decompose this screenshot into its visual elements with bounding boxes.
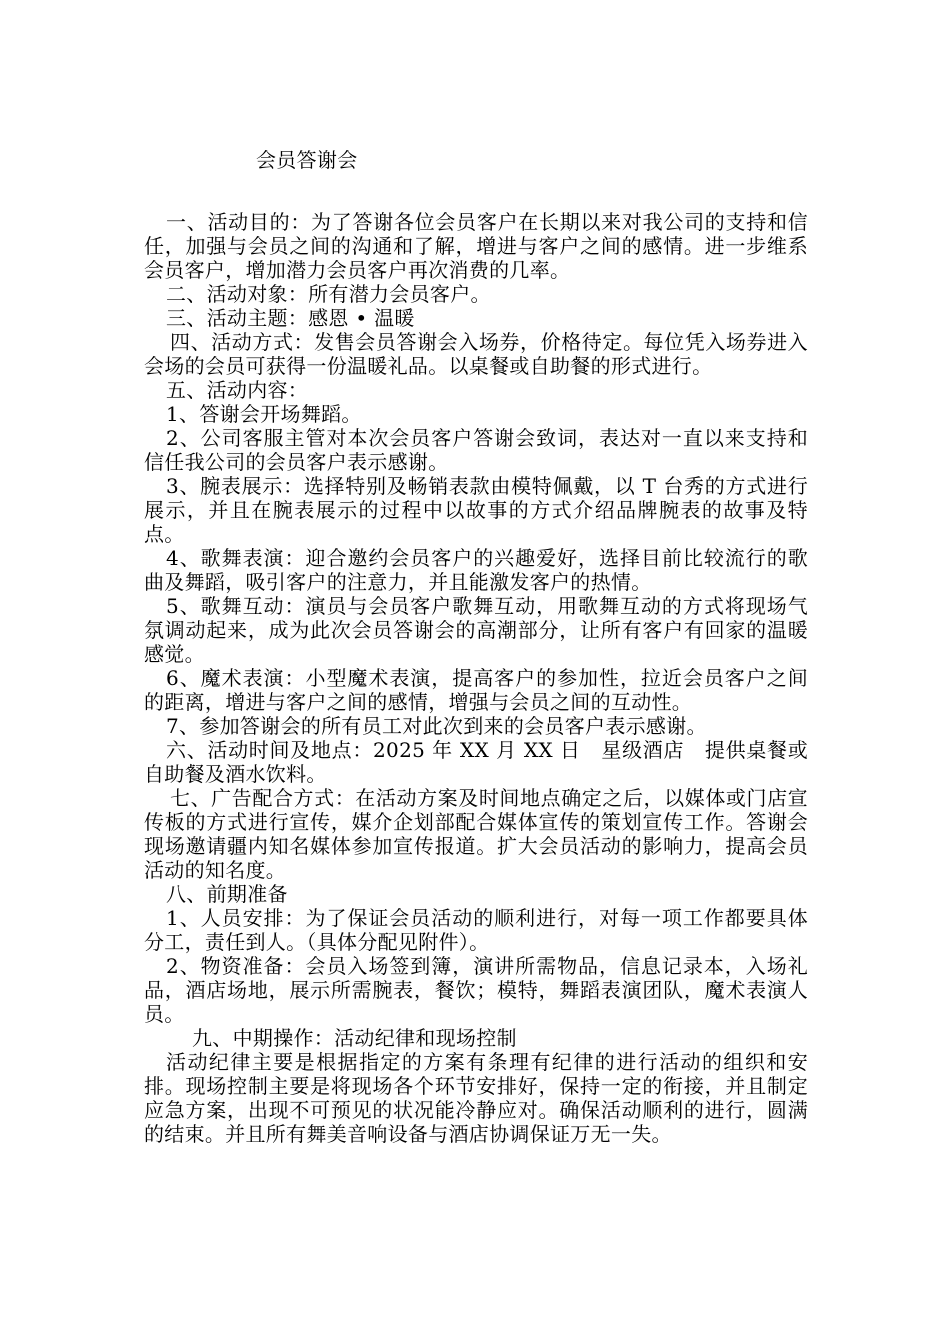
paragraph-method: 四、活动方式：发售会员答谢会入场券，价格待定。每位凭入场券进入会场的会员可获得一份温暖礼品。以桌餐或自助餐的形式进行。 (144, 330, 808, 378)
paragraph-time-place: 六、活动时间及地点：2025 年 XX 月 XX 日 星级酒店 提供桌餐或自助餐及酒水饮料。 (144, 738, 808, 786)
paragraph-content-item-7: 7、参加答谢会的所有员工对此次到来的会员客户表示感谢。 (166, 714, 707, 738)
paragraph-advertising: 七、广告配合方式：在活动方案及时间地点确定之后，以媒体或门店宣传板的方式进行宣传，媒介企划部配合媒体宣传的策划宣传工作。答谢会现场邀请疆内知名媒体参加宣传报道。扩大会员活动的影响力，提高会员活动的知名度。 (144, 786, 808, 882)
paragraph-theme: 三、活动主题：感恩 • 温暖 (166, 306, 415, 330)
paragraph-content-item-1: 1、答谢会开场舞蹈。 (166, 402, 362, 426)
paragraph-midterm-heading: 九、中期操作：活动纪律和现场控制 (192, 1026, 517, 1050)
document-title: 会员答谢会 (256, 148, 358, 172)
paragraph-content-item-2: 2、公司客服主管对本次会员客户答谢会致词，表达对一直以来支持和信任我公司的会员客户表示感谢。 (144, 426, 808, 474)
paragraph-content-item-6: 6、魔术表演：小型魔术表演，提高客户的参加性，拉近会员客户之间的距离，增进与客户之间的感情，增强与会员之间的互动性。 (144, 666, 808, 714)
paragraph-content-item-4: 4、歌舞表演：迎合邀约会员客户的兴趣爱好，选择目前比较流行的歌曲及舞蹈，吸引客户的注意力，并且能激发客户的热情。 (144, 546, 808, 594)
paragraph-content-item-3: 3、腕表展示：选择特别及畅销表款由模特佩戴，以 T 台秀的方式进行展示，并且在腕表展示的过程中以故事的方式介绍品牌腕表的故事及特点。 (144, 474, 808, 546)
paragraph-materials: 2、物资准备：会员入场签到簿，演讲所需物品，信息记录本，入场礼品，酒店场地，展示所需腕表，餐饮；模特，舞蹈表演团队，魔术表演人员。 (144, 954, 808, 1026)
paragraph-audience: 二、活动对象：所有潜力会员客户。 (166, 282, 491, 306)
paragraph-preparation-heading: 八、前期准备 (166, 882, 288, 906)
paragraph-content-heading: 五、活动内容： (166, 378, 309, 402)
paragraph-purpose: 一、活动目的：为了答谢各位会员客户在长期以来对我公司的支持和信任，加强与会员之间的沟通和了解，增进与客户之间的感情。进一步维系会员客户，增加潜力会员客户再次消费的几率。 (144, 210, 808, 282)
paragraph-discipline-control: 活动纪律主要是根据指定的方案有条理有纪律的进行活动的组织和安排。现场控制主要是将现场各个环节安排好，保持一定的衔接，并且制定应急方案，出现不可预见的状况能冷静应对。确保活动顺利的进行，圆满的结束。并且所有舞美音响设备与酒店协调保证万无一失。 (144, 1050, 808, 1146)
document-body (144, 148, 808, 1146)
paragraph-content-item-5: 5、歌舞互动：演员与会员客户歌舞互动，用歌舞互动的方式将现场气氛调动起来，成为此次会员答谢会的高潮部分，让所有客户有回家的温暖感觉。 (144, 594, 808, 666)
paragraph-staffing: 1、人员安排：为了保证会员活动的顺利进行，对每一项工作都要具体分工，责任到人。（具体分配见附件）。 (144, 906, 808, 954)
